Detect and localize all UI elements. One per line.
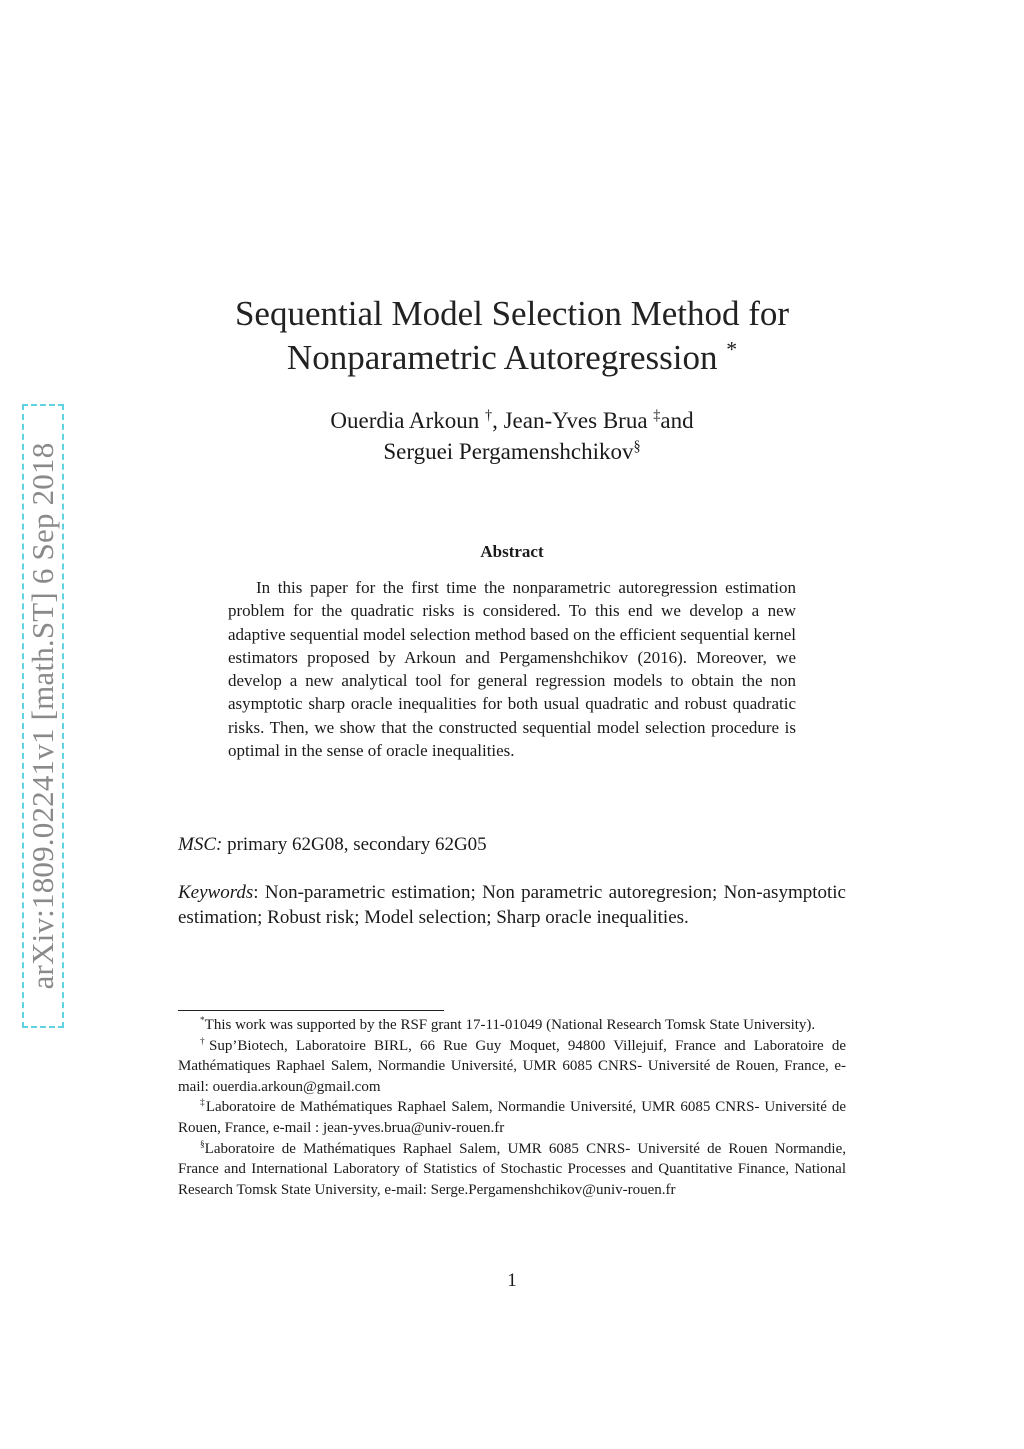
title-line-2-text: Nonparametric Autoregression xyxy=(286,338,718,377)
footnote-arkoun xyxy=(178,1036,846,1098)
author-brua: Jean-Yves Brua xyxy=(503,408,648,433)
author-separator: , xyxy=(492,408,498,433)
author-pergamenshchikov: Serguei Pergamenshchikov xyxy=(383,439,634,464)
msc-text: primary 62G08, secondary 62G05 xyxy=(227,834,487,855)
author-line-2 xyxy=(0,436,1024,467)
author-list xyxy=(0,405,1024,467)
footnote-pergamenshchikov xyxy=(178,1139,846,1201)
arxiv-identifier-text: arXiv:1809.02241v1 [math.ST] 6 Sep 2018 xyxy=(25,442,60,990)
title-line-1: Sequential Model Selection Method for xyxy=(234,294,790,333)
footnotes xyxy=(178,1015,846,1200)
footnote-brua xyxy=(178,1097,846,1138)
page-number: 1 xyxy=(507,1270,517,1291)
footnote-brua-text: Laboratoire de Mathématiques Raphael Salem, Normandie Université, UMR 6085 CNRS- Université de Rouen, France, e-mail : jean-yves.brua@univ-rouen.fr xyxy=(178,1099,846,1136)
msc-label: MSC: xyxy=(178,834,223,855)
author-pergamenshchikov-mark: § xyxy=(633,438,641,455)
author-conjunction: and xyxy=(660,408,694,433)
author-arkoun-mark: † xyxy=(484,407,493,424)
footnote-funding-mark: * xyxy=(200,1016,205,1026)
msc-classification xyxy=(178,832,846,857)
keywords-text: : Non-parametric estimation; Non parametric autoregresion; Non-asymptotic estimation; Robust risk; Model selection; Sharp oracle inequalities. xyxy=(178,882,846,928)
keywords xyxy=(178,880,846,930)
footnote-funding-text: This work was supported by the RSF grant 17-11-01049 (National Research Tomsk State University). xyxy=(204,1017,816,1033)
footnote-arkoun-text: Sup’Biotech, Laboratoire BIRL, 66 Rue Guy Moquet, 94800 Villejuif, France and Laboratoire de Mathématiques Raphael Salem, Normandie Université, UMR 6085 CNRS- Université de Rouen, France, e-mail: ouerdia.arkoun@gmail.com xyxy=(178,1037,846,1095)
footnote-brua-mark: ‡ xyxy=(200,1098,206,1109)
footnote-pergamenshchikov-mark: § xyxy=(200,1139,205,1150)
title-footnote-mark: * xyxy=(726,337,738,362)
keywords-label: Keywords xyxy=(178,882,254,903)
title-line-2 xyxy=(0,336,1024,380)
footnote-funding xyxy=(178,1015,846,1036)
abstract-heading: Abstract xyxy=(480,542,544,561)
author-arkoun: Ouerdia Arkoun xyxy=(330,408,480,433)
author-line-1 xyxy=(0,405,1024,436)
abstract-body: In this paper for the first time the nonparametric autoregression estimation problem for the quadratic risks is considered. To this end we develop a new adaptive sequential model selection method based on the efficient sequential kernel estimators proposed by Arkoun and Pergamenshchikov (2016). Moreover, we develop a new analytical tool for general regression models to obtain the non asymptotic sharp oracle inequalities for both usual quadratic and robust quadratic risks. Then, we show that the constructed sequential model selection procedure is optimal in the sense of oracle inequalities. xyxy=(228,578,796,761)
author-brua-mark: ‡ xyxy=(653,407,661,424)
footnote-pergamenshchikov-text: Laboratoire de Mathématiques Raphael Salem, UMR 6085 CNRS- Université de Rouen Normandie, France and International Laboratory of Statistics of Stochastic Processes and Quantitative Finance, National Research Tomsk State University, e-mail: Serge.Pergamenshchikov@univ-rouen.fr xyxy=(178,1140,846,1198)
footnote-arkoun-mark: † xyxy=(200,1036,210,1047)
arxiv-identifier-stamp xyxy=(22,404,64,1028)
paper-title xyxy=(0,292,1024,380)
footnote-divider xyxy=(178,1010,444,1011)
